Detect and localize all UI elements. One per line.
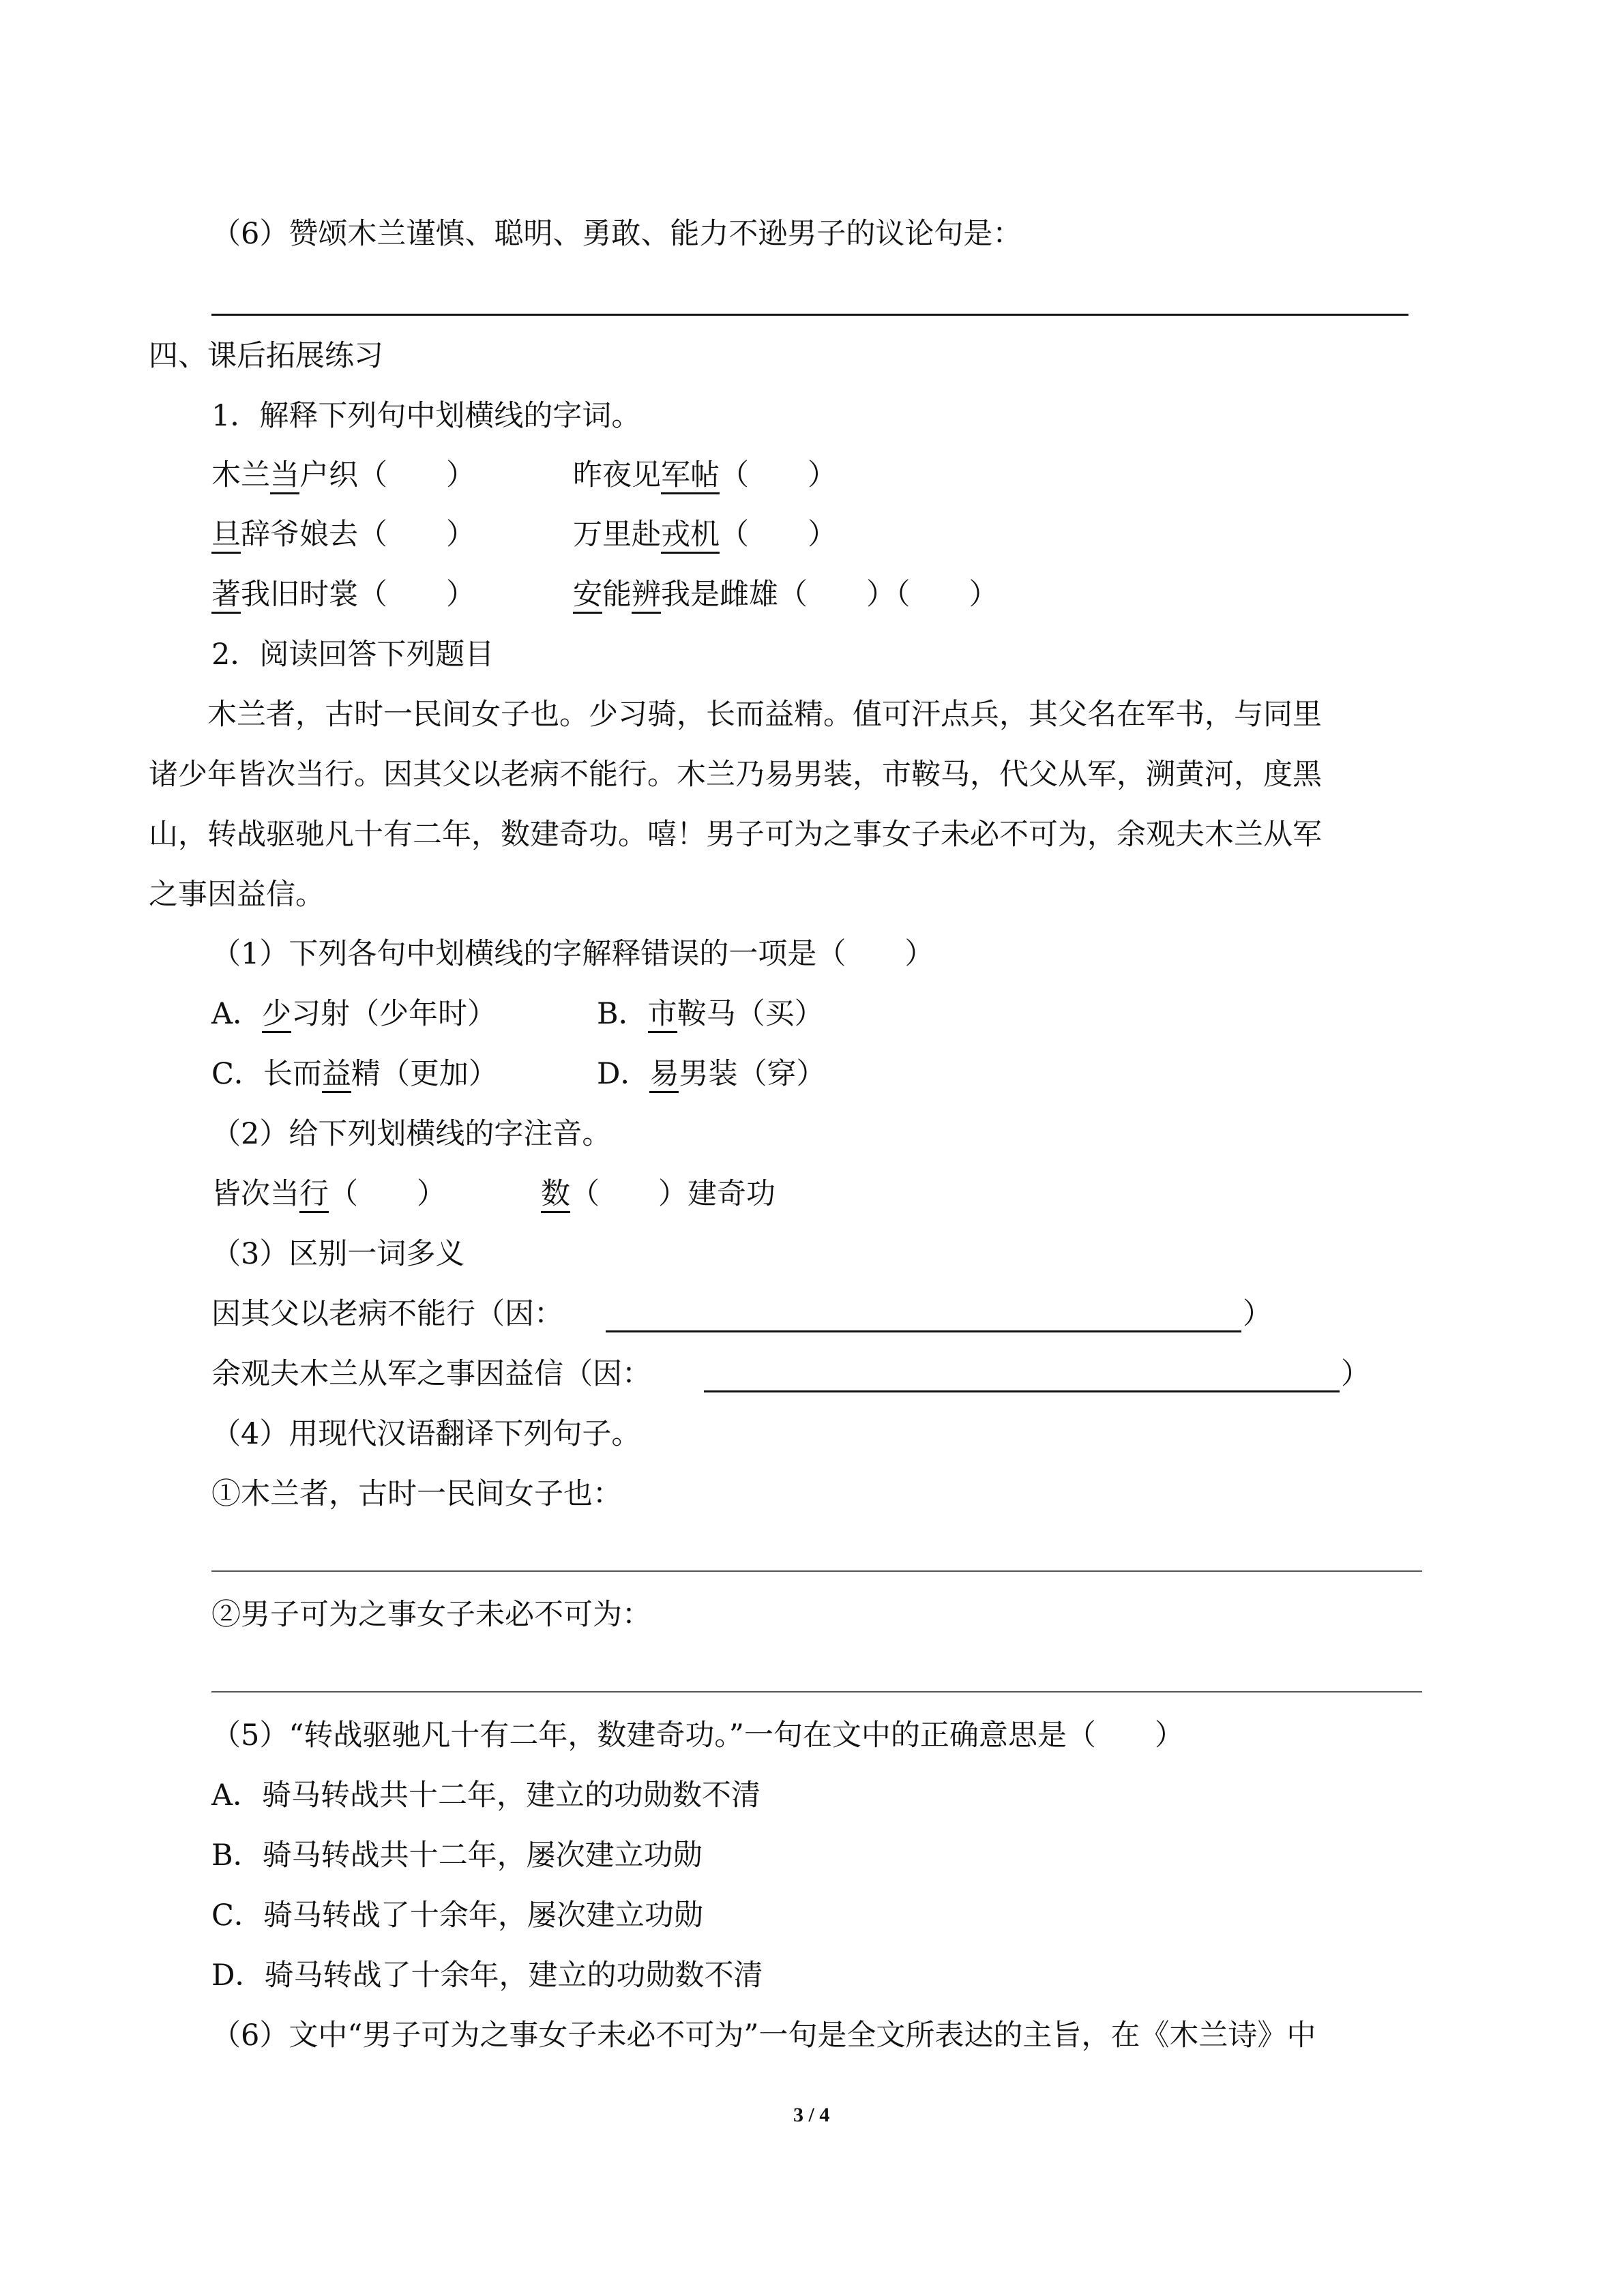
sub3-answer-line-1[interactable] (606, 1330, 1241, 1332)
sub1-question: （1）下列各句中划横线的字解释错误的一项是（ ） (211, 937, 934, 971)
sub3-line-1: 因其父以老病不能行（因： (211, 1297, 563, 1331)
sub4-question: （4）用现代汉语翻译下列句子。 (211, 1417, 641, 1451)
vocab-item-1a: 木兰当户织（ ） (211, 456, 475, 494)
sub2-question: （2）给下列划横线的字注音。 (211, 1117, 612, 1151)
answer-line-6[interactable] (211, 314, 1408, 316)
sub3-question: （3）区别一词多义 (211, 1237, 465, 1271)
vocab-item-2b: 万里赴戎机（ ） (573, 516, 837, 554)
sub5-option-c: C．骑马转战了十余年，屡次建立功勋 (211, 1898, 703, 1933)
sub2-item-b: 数（ ）建奇功 (541, 1175, 776, 1213)
q2-intro: 2．阅读回答下列题目 (211, 638, 494, 672)
sub1-option-c: C．长而益精（更加） (211, 1055, 498, 1093)
sub6-question: （6）文中“男子可为之事女子未必不可为”一句是全文所表达的主旨，在《木兰诗》中 (211, 2018, 1316, 2053)
vocab-item-3a: 著我旧时裳（ ） (211, 576, 475, 614)
passage-line-3: 山，转战驱驰凡十有二年，数建奇功。嘻！男子可为之事女子未必不可为，余观夫木兰从军 (149, 818, 1322, 852)
page-number: 3 / 4 (793, 2104, 830, 2126)
sub3-answer-line-2[interactable] (704, 1390, 1340, 1392)
passage-line-4: 之事因益信。 (149, 878, 325, 912)
sub5-option-a: A．骑马转战共十二年，建立的功勋数不清 (211, 1778, 761, 1813)
vocab-item-2a: 旦辞爷娘去（ ） (211, 516, 475, 554)
sub3-close-2: ） (1341, 1357, 1370, 1391)
sub5-option-d: D．骑马转战了十余年，建立的功勋数不清 (211, 1958, 763, 1993)
sub1-option-a: A．少习射（少年时） (211, 995, 497, 1033)
sub3-close-1: ） (1243, 1297, 1272, 1331)
q1-intro: 1．解释下列句中划横线的字词。 (211, 399, 641, 433)
sub1-option-b: B．市鞍马（买） (597, 995, 824, 1033)
sub4-sentence-2: ②男子可为之事女子未必不可为： (211, 1598, 651, 1632)
sub4-answer-line-1[interactable] (211, 1570, 1422, 1572)
question-6-top: （6）赞颂木兰谨慎、聪明、勇敢、能力不逊男子的议论句是： (211, 217, 1022, 251)
vocab-item-1b: 昨夜见军帖（ ） (573, 456, 837, 494)
sub5-option-b: B．骑马转战共十二年，屡次建立功勋 (211, 1838, 703, 1873)
sub5-question: （5）“转战驱驰凡十有二年，数建奇功。”一句在文中的正确意思是（ ） (211, 1718, 1184, 1753)
sub2-item-a: 皆次当行（ ） (211, 1175, 446, 1213)
sub3-line-2: 余观夫木兰从军之事因益信（因： (211, 1357, 651, 1391)
sub1-option-d: D．易男装（穿） (597, 1055, 825, 1093)
passage-line-1: 木兰者，古时一民间女子也。少习骑，长而益精。值可汗点兵，其父名在军书，与同里 (149, 698, 1322, 732)
passage-line-2: 诸少年皆次当行。因其父以老病不能行。木兰乃易男装，市鞍马，代父从军，溯黄河，度黑 (149, 758, 1322, 792)
section-4-heading: 四、课后拓展练习 (149, 339, 383, 373)
vocab-item-3b: 安能辨我是雌雄（ ）（ ） (573, 576, 999, 614)
sub4-sentence-1: ①木兰者，古时一民间女子也： (211, 1477, 622, 1511)
sub4-answer-line-2[interactable] (211, 1691, 1422, 1693)
